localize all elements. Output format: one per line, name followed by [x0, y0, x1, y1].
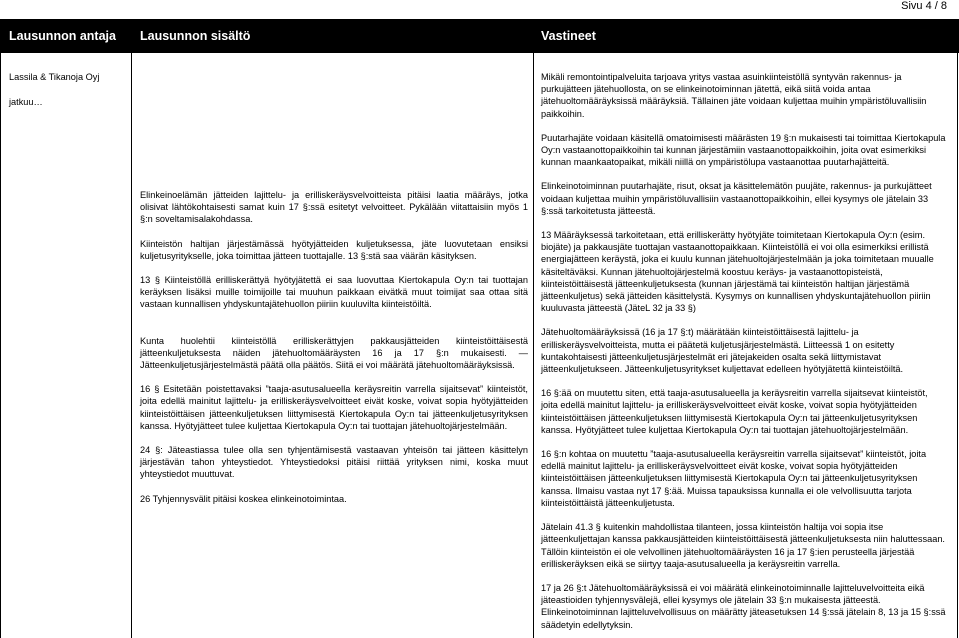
column-divider-1 — [131, 53, 132, 638]
page-number: Sivu 4 / 8 — [901, 0, 947, 12]
response-paragraph: 16 §:n kohtaa on muutettu ”taaja-asutusalueella keräysreitin varrella sijaitsevat” kiinteistöt, joita edellä mainitut lajittelu- ja erilliskeräysvelvoitteet eivät koske, voivat sopia hyötyjätteiden kiinteistöittäisen jätteenkuljetuksen liittymisestä Kiertokapula Oy:n tai jätteenkuljetusyrityksen kanssa. Ilmaisu vastaa nyt 17 §:ää. Muissa tapauksissa kunnalla ei ole velvollisuutta tarjota kiinteistöittäistä jätteenkuljetusta. — [541, 449, 927, 508]
responses-cell — [541, 71, 946, 631]
content-paragraph: 16 § Esitetään poistettavaksi ”taaja-asutusalueella keräysreitin varrella sijaitsevat” kiinteistöt, joita edellä mainitut lajittelu- ja erilliskeräysvelvoitteet eivät koske, voivat sopia hyötyjätteiden kiinteistöittäisen jätteenkuljetuksen liittymisestä Kiertokapula Oy:n tai jätteenkuljetusyrityksen kanssa. Hyötyjätteet tulee kuljettaa Kiertokapula Oy:n tai tuottajan jätehuoltojärjestelmään. — [140, 384, 528, 431]
content-paragraph: 13 § Kiinteistöllä erilliskerättyä hyötyjätettä ei saa luovuttaa Kiertokapula Oy:n tai tuottajan keräyksen lisäksi muille toimijoille tai muuhun paikkaan eivätkä muut toimijat saa ottaa sitä vastaan kunnallisen yhdyskuntajätehuollon piiriin kuuluvilta kiinteistöiltä. — [140, 275, 528, 310]
statement-content-cell — [140, 189, 528, 505]
table-border-right — [957, 53, 958, 638]
response-paragraph: 16 §:ää on muutettu siten, että taaja-asutusalueella ja keräysreitin varrella sijaitsevat kiinteistöt, joita edellä mainitut lajittelu- ja erilliskeräysvelvoitteet eivät koske, voivat sopia hyötyjätteiden kiinteistöittäisen jätteenkuljetuksen liittymisestä Kiertokapula Oy:n tai jätteenkuljetusyrityksen kanssa. Hyötyjätteet tulee kuljettaa Kiertokapula Oy:n tai tuottajan jätehuoltojärjestelmään. — [541, 388, 928, 435]
statement-giver-cell — [9, 71, 119, 108]
response-paragraph: Jätehuoltomääräyksissä (16 ja 17 §:t) määrätään kiinteistöittäisestä lajittelu- ja erilliskeräysvelvoitteista, mutta ei päätetä kuljetusjärjestelmästä. Liitteessä 1 on esitetty kuntakohtaisesti jätteenkuljetusjärjestelmät eri jätejakeiden osalta sekä liittymistavat jätteenkuljetukseen. Jätteenkuljetusyritykset kuljettavat edelleen hyötyjätettä kiinteistöiltä. — [541, 327, 904, 375]
response-paragraph: Jätelain 41.3 § kuitenkin mahdollistaa tilanteen, jossa kiinteistön haltija voi sopia itse jätteenkuljettajan kanssa pakkausjätteiden kiinteistöittäisestä jätteenkuljetuksesta niin haluttessaan. Tällöin kiinteistön ei ole velvollinen jätehuoltomääräysten 16 ja 17 §:ien perusteella järjestää erilliskeräyksen eikä se siirtyy taaja-asutusalueella ja keräysreitin varrella. — [541, 522, 945, 569]
response-paragraph: Elinkeinotoiminnan puutarhajäte, risut, oksat ja käsittelemätön puujäte, rakennus- ja purkujätteet voidaan kuljettaa muihin ympäristöluvallisiin vastaanottopaikkoihin, ellei kysymys ole jätelain 33 §:ssä tarkoitetusta jätteestä. — [541, 181, 932, 216]
giver-name: Lassila & Tikanoja Oyj — [9, 72, 100, 82]
header-statement-content: Lausunnon sisältö — [140, 29, 251, 43]
header-statement-giver: Lausunnon antaja — [9, 29, 116, 43]
table-border-left — [0, 53, 1, 638]
content-paragraph: 24 §: Jäteastiassa tulee olla sen tyhjentämisestä vastaavan yhteisön tai jätteen käsittelyn järjestävän tahon yhteystiedot. Yhteystiedoksi pitäisi riittää yrityksen nimi, koska muut yhteystiedot muuttuvat. — [140, 445, 528, 480]
response-paragraph: Puutarhajäte voidaan käsitellä omatoimisesti määrästen 19 §:n mukaisesti tai toimittaa Kiertokapula Oy:n vastaanottopaikkoihin tai kunnan järjestämiin vastaanottopaikkoihin, joita ovat esimerkiksi kunnan maankaatopaikat, mikäli niillä on ympäristölupa vastaanottaa puutarhajätteitä. — [541, 132, 946, 168]
giver-continued: jatkuu… — [9, 97, 43, 108]
content-paragraph: 26 Tyhjennysvälit pitäisi koskea elinkeinotoimintaa. — [140, 493, 347, 504]
response-paragraph: 13 Määräyksessä tarkoitetaan, että erilliskerätty hyötyjäte toimitetaan Kiertokapula Oy:n (esim. biojäte) ja pakkausjäte tuottajan vastaanottopaikkaan. Kiinteistöllä ei voi olla esimerkiksi erillistä energiajätteen keräystä, joka ei kuulu kunnan jätehuoltojärjestelmään ja joka toimitetaan muualle käsiteltäväksi. Kunnan jätehuoltojärjestelmä koostuu keräys- ja vastaanottopisteistä, kiinteistöittäisestä jätteenkuljetuksesta (kunnan järjestämä tai kiinteistön haltijan järjestämä jätteenkuljetus) sekä jätteiden käsittelystä. Kysymys on kunnallisen yhdyskuntajätehuollon piiriin kuuluvasta jätteestä (JäteL 32 ja 33 §) — [541, 230, 934, 314]
response-paragraph: 17 ja 26 §:t Jätehuoltomääräyksissä ei voi määrätä elinkeinotoiminnalle lajitteluvelvoitteita eikä jäteastioiden tyhjennysvälejä, ellei kysymys ole jätelain 33 §:n mukaisesta jätteestä. Elinkeinotoiminnan lajitteluvelvollisuus on määrätty jäteasetuksen 14 §:ssä jätelain 8, 13 ja 15 §:ssä säädetyin edellytyksin. — [541, 582, 946, 630]
column-divider-2 — [533, 53, 534, 638]
content-paragraph: Kunta huolehtii kiinteistöllä erilliskerättyjen pakkausjätteiden kiinteistöittäisestä jätteenkuljetuksesta näiden jätehuoltomääräysten 16 ja 17 §:n mukaisesti. — Jätteenkuljetusjärjestelmästä päätä olla päätös. Siitä ei voi määrätä jätehuoltomääräyksissä. — [140, 335, 528, 371]
response-paragraph: Mikäli remontointipalveluita tarjoava yritys vastaa asuinkiinteistöllä syntyvän rakennus- ja purkujätteen jätehuollosta, on se elinkeinotoiminnan jätettä, eikä siitä voida antaa jätehuoltomääräyksissä määräyksiä. Tällainen jäte voidaan kuljettaa muihin ympäristöluvallisiin paikkoihin. — [541, 72, 927, 119]
table-header — [0, 19, 959, 53]
content-paragraph: Elinkeinoelämän jätteiden lajittelu- ja erilliskeräysvelvoitteista pitäisi laatia määräys, jotka olisivat lähtökohtaisesti samat kuin 17 §:ssä esitetyt velvoitteet. Pykälään viitattaisiin myös 1 §:n soveltamisalakohdassa. — [140, 190, 528, 225]
header-responses: Vastineet — [541, 29, 596, 43]
content-paragraph: Kiinteistön haltijan järjestämässä hyötyjätteiden kuljetuksessa, jäte luovutetaan ensiksi kuljetusyritykselle, joka toimittaa jätteen tuottajalle. 13 §:stä saa väärän käsityksen. — [140, 238, 528, 261]
